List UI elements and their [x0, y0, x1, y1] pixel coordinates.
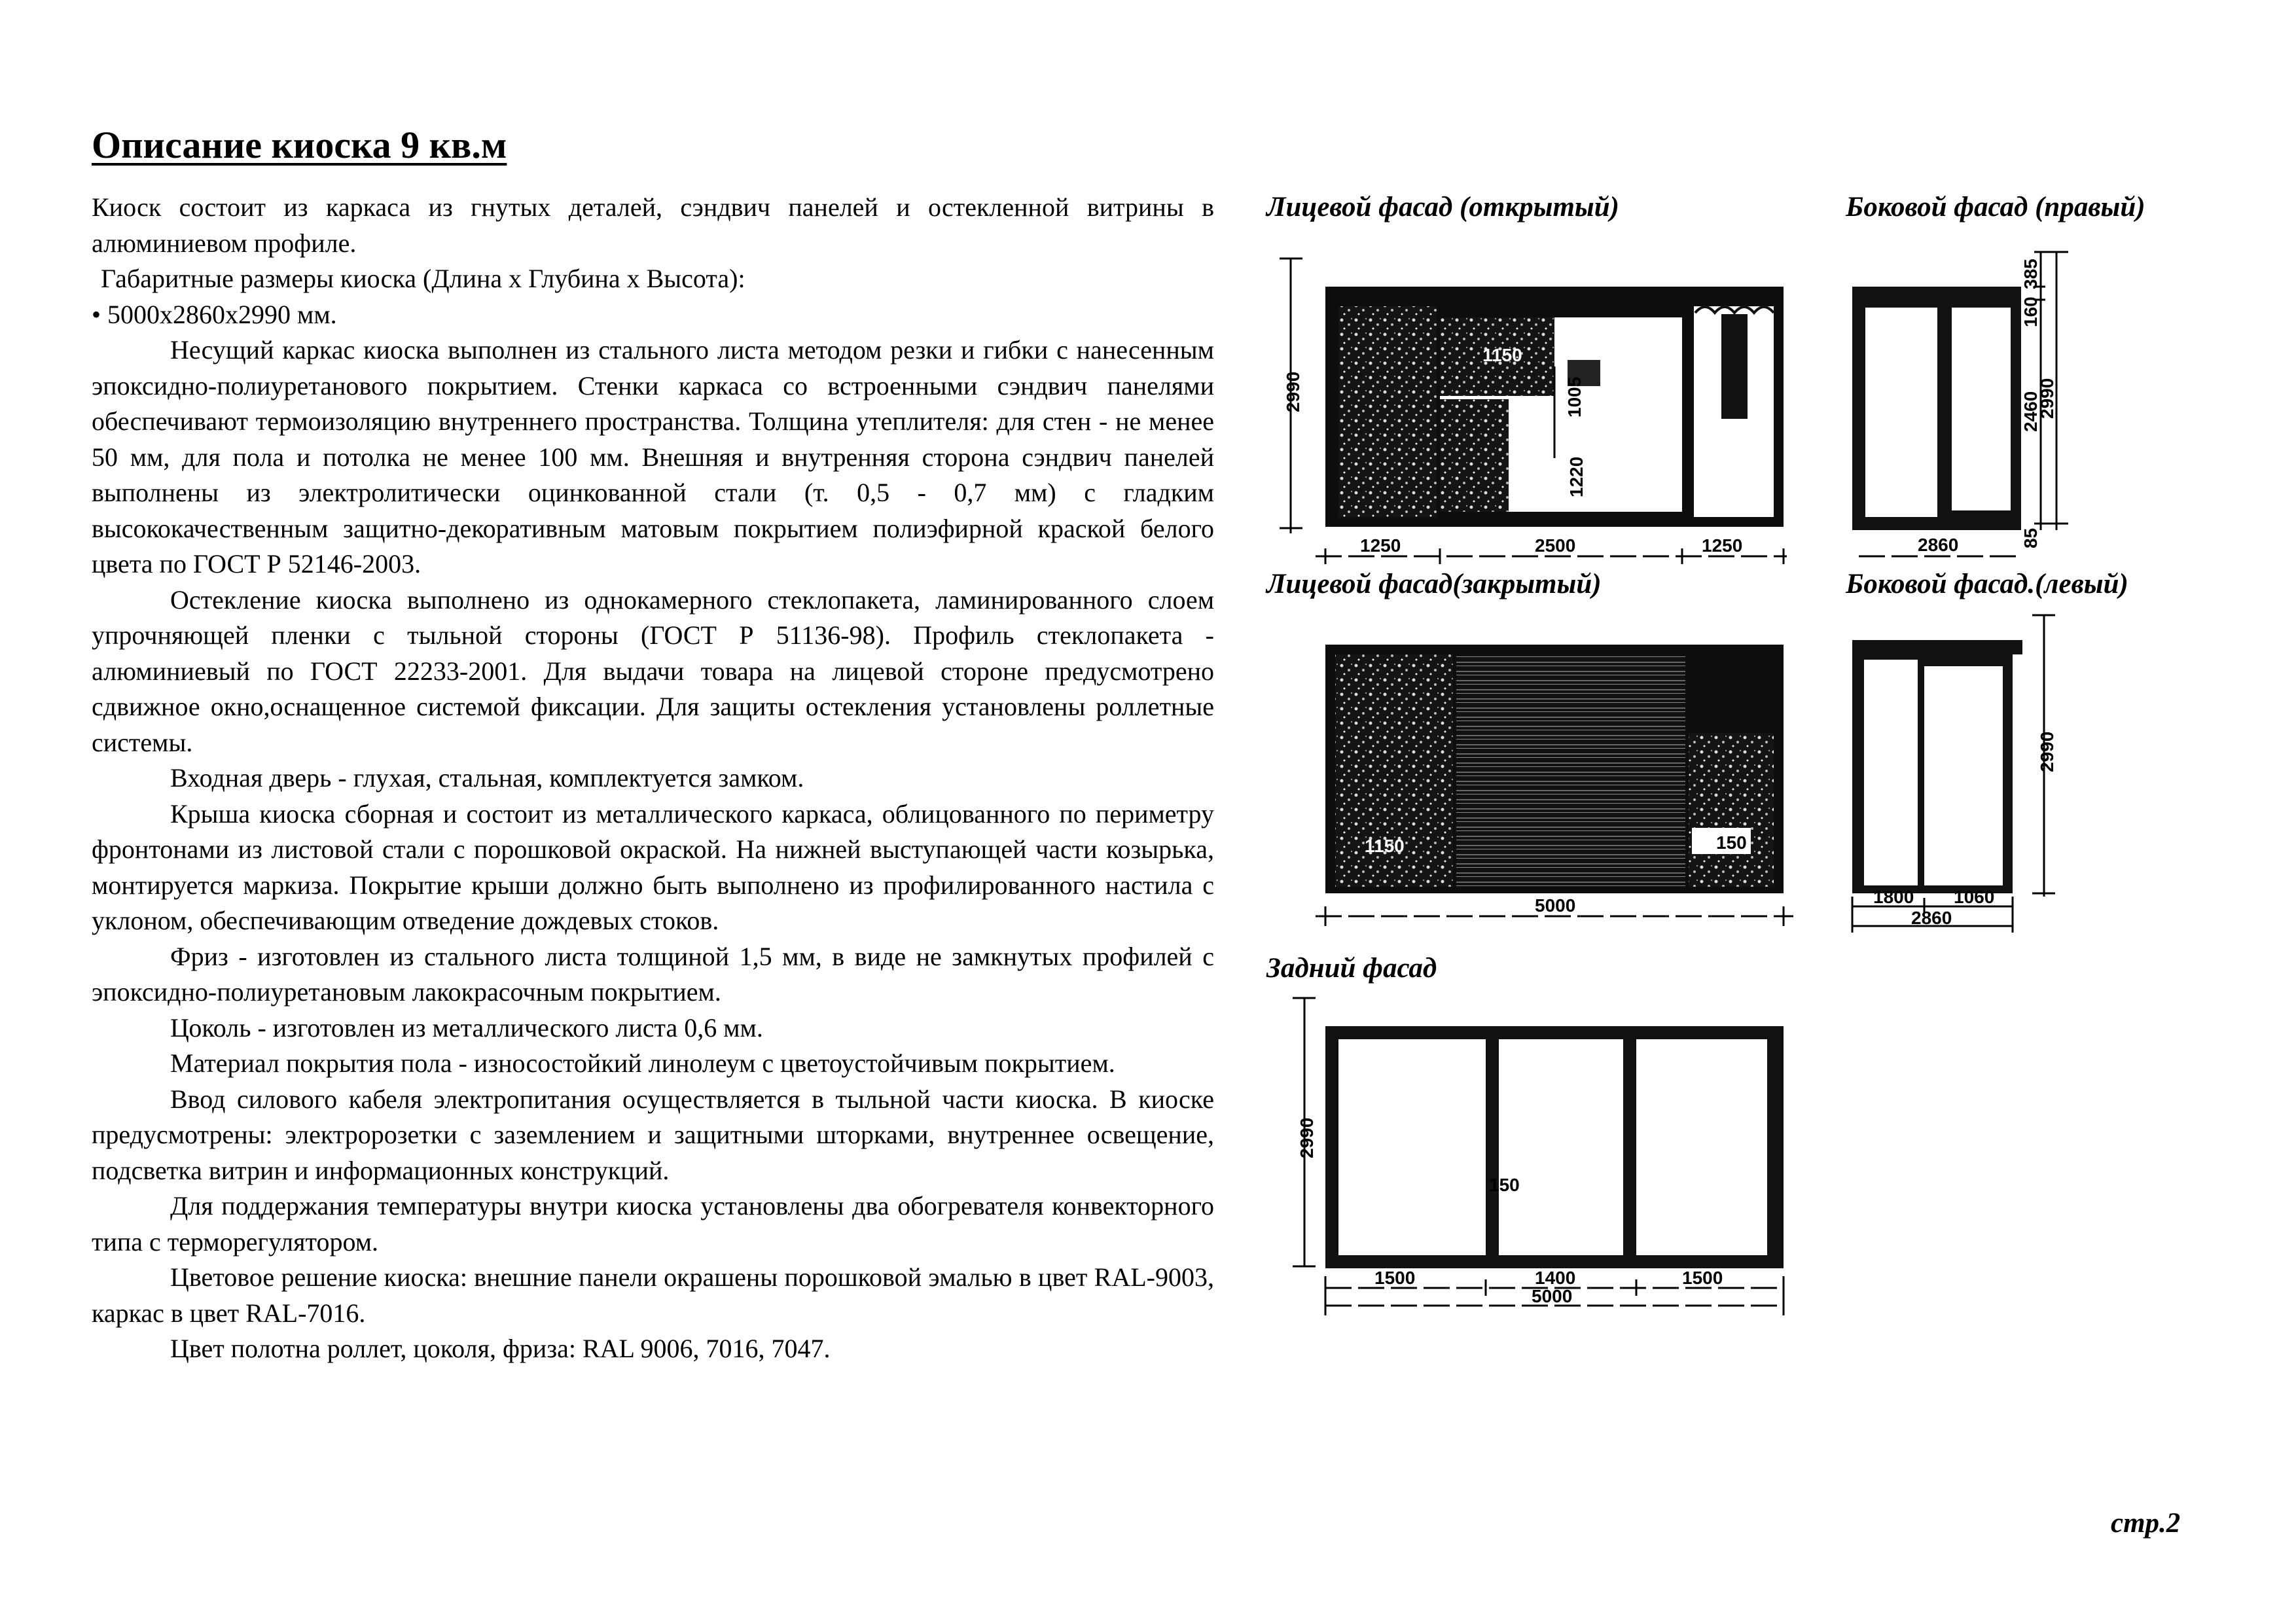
dim-front-closed-width: 5000 [1535, 895, 1576, 916]
dim-front-open-inner-1: 1150 [1482, 345, 1522, 365]
drawing-front-open [1280, 259, 1787, 564]
dim-front-open-w3: 1250 [1702, 535, 1743, 556]
dim-front-closed-right: 150 [1716, 832, 1747, 853]
label-front-closed: Лицевой фасад(закрытый) [1266, 569, 1602, 599]
paragraph-floor: Материал покрытия пола - износостойкий линолеум с цветоустойчивым покрытием. [170, 1048, 1115, 1078]
paragraph-glazing: Остекление киоска выполнено из однокамерного стеклопакета, ламинированного слоем упрочняющей пленки с тыльной стороны (ГОСТ Р 51136-98). Профиль стеклопакета - алюминиевый по ГОСТ 22233-2001. Для выдачи товара на лицевой стороне предусмотрено сдвижное окно,оснащенное системой фиксации. Для защиты остекления установлены роллетные системы. [92, 584, 1214, 757]
dim-front-open-w2: 2500 [1535, 535, 1576, 556]
dim-front-closed-left: 1150 [1365, 836, 1405, 856]
dim-side-left-total: 2860 [1911, 908, 1952, 928]
drawing-back [1293, 998, 1784, 1315]
dim-front-open-inner-2: 1005 [1564, 376, 1585, 418]
paragraph-frame: Несущий каркас киоска выполнен из стального листа методом резки и гибки с нанесенным эпоксидно-полиуретанового покрытием. Стенки каркаса со встроенными сэндвич панелями обеспечивают термоизоляцию внутреннего пространства. Толщина утеплителя: для стен - не менее 50 мм, для пола и потолка не менее 100 мм. Внешняя и внутренняя сторона сэндвич панелей выполнены из электролитически оцинкованной стали (т. 0,5 - 0,7 мм) с гладким высококачественным защитно-декоративным матовым покрытием полиэфирной краской белого цвета по ГОСТ Р 52146-2003. [92, 335, 1214, 579]
dim-back-w1: 1500 [1374, 1268, 1416, 1288]
dim-side-left-w1: 1800 [1873, 887, 1914, 907]
paragraph-roller-colors: Цвет полотна роллет, цоколя, фриза: RAL 9006, 7016, 7047. [170, 1334, 831, 1363]
paragraph-dimensions-heading: Габаритные размеры киоска (Длина х Глубина х Высота): [101, 264, 745, 293]
dim-back-w2: 1400 [1535, 1268, 1576, 1288]
drawing-side-left [1852, 615, 2057, 933]
paragraph-door: Входная дверь - глухая, стальная, комплектуется замком. [170, 763, 804, 793]
label-front-open: Лицевой фасад (открытый) [1266, 192, 1619, 223]
paragraph-intro: Киоск состоит из каркаса из гнутых деталей, сэндвич панелей и остекленной витрины в алюминиевом профиле. [92, 192, 1214, 258]
dim-back-inner: 150 [1489, 1175, 1520, 1195]
dim-front-open-inner-3: 1220 [1566, 456, 1587, 497]
dim-side-right-2990: 2990 [2037, 378, 2057, 419]
dim-back-total: 5000 [1532, 1286, 1573, 1306]
dim-front-open-w1: 1250 [1360, 535, 1401, 556]
dim-side-left-w2: 1060 [1954, 887, 1995, 907]
dim-back-height: 2990 [1297, 1117, 1317, 1158]
dim-side-right-85: 85 [2020, 527, 2041, 548]
paragraph-colors: Цветовое решение киоска: внешние панели окрашены порошковой эмалью в цвет RAL-9003, каркас в цвет RAL-7016. [92, 1262, 1214, 1328]
dim-side-right-385: 385 [2020, 259, 2041, 289]
page-title: Описание киоска 9 кв.м [92, 124, 507, 166]
dim-front-open-height: 2990 [1283, 371, 1303, 412]
label-back: Задний фасад [1266, 953, 1437, 984]
paragraph-frieze: Фриз - изготовлен из стального листа толщиной 1,5 мм, в виде не замкнутых профилей с эпоксидно-полиуретановым лакокрасочным покрытием. [92, 941, 1214, 1007]
drawing-side-right [1852, 252, 2068, 556]
paragraph-plinth: Цоколь - изготовлен из металлического листа 0,6 мм. [170, 1012, 763, 1043]
dim-side-right-2460: 2460 [2020, 391, 2041, 432]
paragraph-heating: Для поддержания температуры внутри киоска установлены два обогревателя конвекторного типа с терморегулятором. [92, 1191, 1214, 1257]
label-side-left: Боковой фасад.(левый) [1846, 569, 2128, 599]
label-side-right: Боковой фасад (правый) [1846, 192, 2145, 223]
dim-side-right-width: 2860 [1918, 535, 1959, 555]
dim-side-left-height: 2990 [2037, 731, 2057, 772]
page-number: стр.2 [2111, 1508, 2181, 1539]
dim-side-right-160: 160 [2020, 296, 2041, 327]
paragraph-power: Ввод силового кабеля электропитания осуществляется в тыльной части киоска. В киоске предусмотрены: электророзетки с заземлением и защитными шторками, внутреннее освещение, подсветка витрин и информационных конструкций. [92, 1084, 1214, 1185]
dim-back-w3: 1500 [1682, 1268, 1723, 1288]
paragraph-roof: Крыша киоска сборная и состоит из металлического каркаса, облицованного по периметру фронтонами из листовой стали с порошковой окраской. На нижней выступающей части козырька, монтируется маркиза. Покрытие крыши должно быть выполнено из профилированного настила с уклоном, обеспечивающим отведение дождевых стоков. [92, 798, 1214, 935]
paragraph-dimensions-value: • 5000х2860х2990 мм. [92, 299, 337, 329]
drawing-front-closed [1316, 645, 1793, 926]
